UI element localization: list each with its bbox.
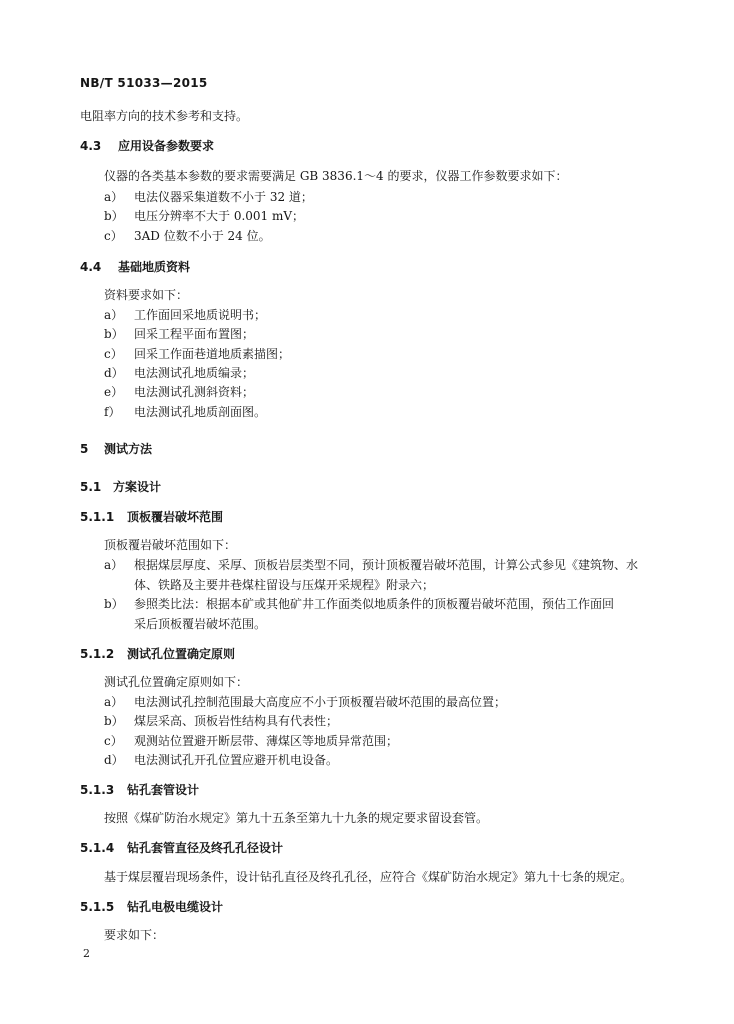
section-5-1-2-intro: 测试孔位置确定原则如下：	[104, 675, 249, 689]
list-item-label: a）	[104, 190, 124, 204]
list-item-text: 电法测试孔开孔位置应避开机电设备。	[134, 753, 339, 767]
section-title: 顶板覆岩破坏范围	[127, 510, 224, 524]
list-item-label: d）	[104, 366, 124, 380]
section-5-1-2-heading	[80, 646, 236, 662]
list-item-label: b）	[104, 714, 124, 728]
list-item-label: b）	[104, 597, 124, 611]
list-item-text: 煤层采高、顶板岩性结构具有代表性；	[134, 714, 339, 728]
list-item-text: 电法测试孔地质剖面图。	[134, 405, 267, 419]
list-item-label: c）	[104, 229, 123, 243]
standard-code-header: NB/T 51033—2015	[80, 76, 208, 90]
list-item-text: 参照类比法：根据本矿或其他矿井工作面类似地质条件的顶板覆岩破坏范围，预估工作面回	[134, 597, 615, 611]
section-title: 钻孔套管设计	[127, 783, 200, 797]
list-item-label: a）	[104, 308, 124, 322]
list-item-text: 电法测试孔测斜资料；	[134, 385, 255, 399]
section-5-1-5-body: 要求如下：	[104, 928, 165, 942]
list-item-continuation: 体、铁路及主要井巷煤柱留设与压煤开采规程》附录六；	[134, 578, 435, 592]
page-number: 2	[83, 947, 90, 960]
section-4-4-intro: 资料要求如下：	[104, 288, 189, 302]
list-item-label: a）	[104, 558, 124, 572]
section-4-3-intro: 仪器的各类基本参数的要求需要满足 GB 3836.1～4 的要求，仪器工作参数要求如下：	[104, 169, 568, 183]
section-5-heading	[80, 441, 153, 457]
section-number: 5.1.4	[80, 841, 115, 855]
section-5-1-4-body: 基于煤层覆岩现场条件，设计钻孔直径及终孔孔径，应符合《煤矿防治水规定》第九十七条的规定。	[104, 870, 633, 884]
section-number: 5.1.5	[80, 900, 115, 914]
section-4-4-heading	[80, 259, 191, 275]
section-title: 方案设计	[113, 480, 162, 494]
list-item-text: 3AD 位数不小于 24 位。	[134, 229, 271, 243]
section-5-1-4-heading	[80, 840, 284, 856]
section-title: 测试方法	[104, 442, 153, 456]
list-item-label: f）	[104, 405, 121, 419]
list-item-text: 回采工程平面布置图；	[134, 327, 255, 341]
section-title: 测试孔位置确定原则	[127, 647, 236, 661]
section-number: 4.3	[80, 139, 102, 153]
section-title: 应用设备参数要求	[118, 139, 215, 153]
section-number: 5.1.1	[80, 510, 115, 524]
list-item-text: 电法测试孔地质编录；	[134, 366, 255, 380]
list-item-label: b）	[104, 209, 124, 223]
list-item-text: 根据煤层厚度、采厚、顶板岩层类型不同，预计顶板覆岩破坏范围，计算公式参见《建筑物、水	[134, 558, 639, 572]
list-item-text: 工作面回采地质说明书；	[134, 308, 267, 322]
section-5-1-3-body: 按照《煤矿防治水规定》第九十五条至第九十九条的规定要求留设套管。	[104, 811, 489, 825]
continuation-paragraph: 电阻率方向的技术参考和支持。	[80, 109, 249, 123]
list-item-text: 观测站位置避开断层带、薄煤区等地质异常范围；	[134, 734, 399, 748]
section-number: 5.1.2	[80, 647, 115, 661]
section-number: 5	[80, 442, 89, 456]
section-5-1-1-heading	[80, 509, 224, 525]
list-item-text: 电压分辨率不大于 0.001 mV；	[134, 209, 305, 223]
list-item-label: c）	[104, 347, 123, 361]
list-item-text: 回采工作面巷道地质素描图；	[134, 347, 291, 361]
section-4-3-heading	[80, 138, 215, 154]
section-5-1-3-heading	[80, 782, 200, 798]
section-5-1-1-intro: 顶板覆岩破坏范围如下：	[104, 538, 237, 552]
list-item-continuation: 采后顶板覆岩破坏范围。	[134, 617, 267, 631]
list-item-text: 电法测试孔控制范围最大高度应不小于顶板覆岩破坏范围的最高位置；	[134, 695, 507, 709]
list-item-label: a）	[104, 695, 124, 709]
section-title: 基础地质资料	[118, 260, 191, 274]
list-item-label: e）	[104, 385, 124, 399]
section-number: 5.1	[80, 480, 102, 494]
list-item-label: c）	[104, 734, 123, 748]
list-item-label: b）	[104, 327, 124, 341]
section-5-1-5-heading	[80, 899, 224, 915]
list-item-label: d）	[104, 753, 124, 767]
section-title: 钻孔套管直径及终孔孔径设计	[127, 841, 284, 855]
list-item-text: 电法仪器采集道数不小于 32 道；	[134, 190, 313, 204]
section-5-1-heading	[80, 479, 162, 495]
section-number: 4.4	[80, 260, 102, 274]
section-title: 钻孔电极电缆设计	[127, 900, 224, 914]
section-number: 5.1.3	[80, 783, 115, 797]
